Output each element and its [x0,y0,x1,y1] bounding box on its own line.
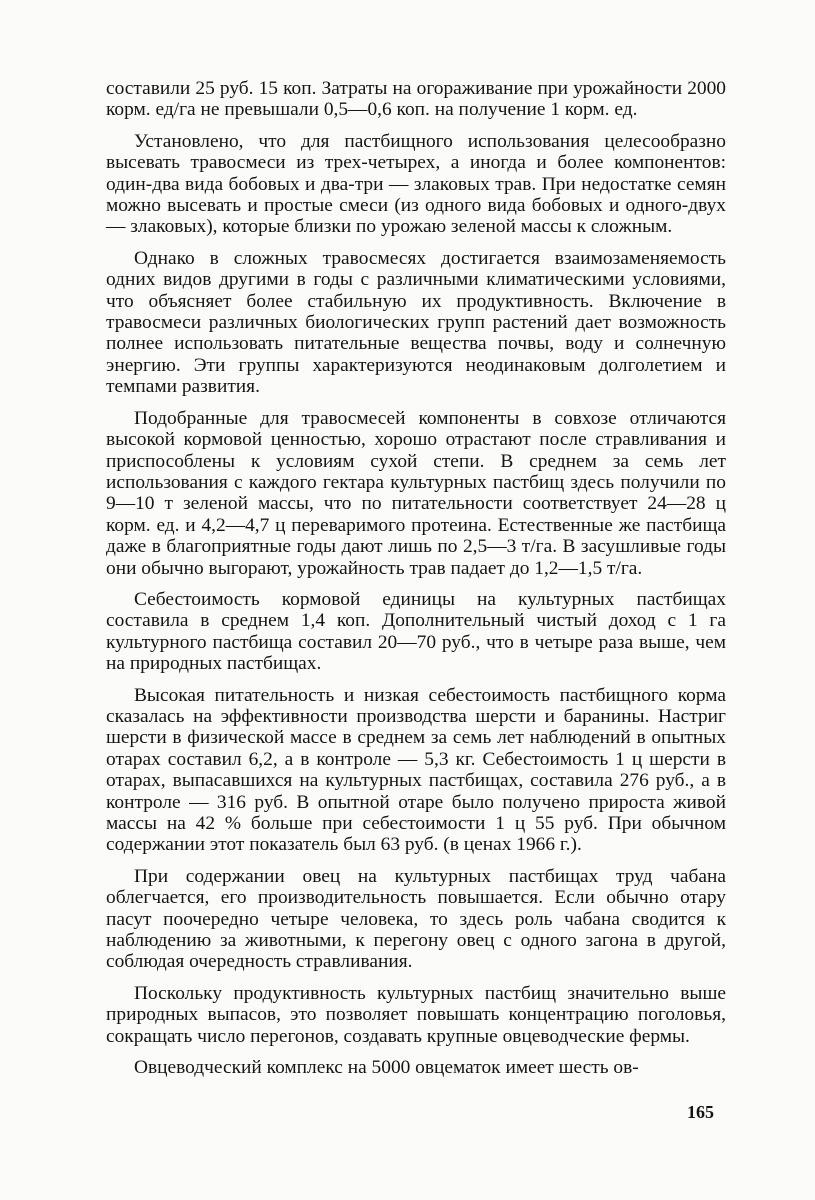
paragraph-2: Установлено, что для пастбищного использования целесообразно высевать травосмеси из трех-четырех, а иногда и более компонентов: один-два вида бобовых и два-три — злаковых трав. При недостатке семян можно высевать и простые смеси (из одного вида бобовых и одного-двух — злаковых), которые близки по урожаю зеленой массы к сложным. [106,130,726,238]
page-number: 165 [687,1102,714,1122]
paragraph-8: Поскольку продуктивность культурных пастбищ значительно выше природных выпасов, это позволяет повышать концентрацию поголовья, сокращать число перегонов, создавать крупные овцеводческие фермы. [106,982,726,1047]
paragraph-3: Однако в сложных травосмесях достигается взаимозаменяемость одних видов другими в годы с различными климатическими условиями, что объясняет более стабильную их продуктивность. Включение в травосмеси различных биологических групп растений дает возможность полнее использовать питательные вещества почвы, воду и солнечную энергию. Эти группы характеризуются неодинаковым долголетием и темпами развития. [106,247,726,398]
paragraph-1: составили 25 руб. 15 коп. Затраты на огораживание при урожайности 2000 корм. ед/га не превышали 0,5—0,6 коп. на получение 1 корм. ед. [106,78,726,121]
body-text [106,78,726,1088]
paragraph-4: Подобранные для травосмесей компоненты в совхозе отличаются высокой кормовой ценностью, хорошо отрастают после стравливания и приспособлены к условиям сухой степи. В среднем за семь лет использования с каждого гектара культурных пастбищ здесь получили по 9—10 т зеленой массы, что по питательности соответствует 24—28 ц корм. ед. и 4,2—4,7 ц переваримого протеина. Естественные же пастбища даже в благоприятные годы дают лишь по 2,5—3 т/га. В засушливые годы они обычно выгорают, урожайность трав падает до 1,2—1,5 т/га. [106,407,726,579]
paragraph-6: Высокая питательность и низкая себестоимость пастбищного корма сказалась на эффективности производства шерсти и баранины. Настриг шерсти в физической массе в среднем за семь лет наблюдений в опытных отарах составил 6,2, а в контроле — 5,3 кг. Себестоимость 1 ц шерсти в отарах, выпасавшихся на культурных пастбищах, составила 276 руб., а в контроле — 316 руб. В опытной отаре было получено прироста живой массы на 42 % больше при себестоимости 1 ц 55 руб. При обычном содержании этот показатель был 63 руб. (в ценах 1966 г.). [106,684,726,856]
paragraph-7: При содержании овец на культурных пастбищах труд чабана облегчается, его производительность повышается. Если обычно отару пасут поочередно четыре человека, то здесь роль чабана сводится к наблюдению за животными, к перегону овец с одного загона в другой, соблюдая очередность стравливания. [106,865,726,973]
paragraph-9: Овцеводческий комплекс на 5000 овцематок имеет шесть ов- [134,1057,639,1079]
paragraph-5: Себестоимость кормовой единицы на культурных пастбищах составила в среднем 1,4 коп. Дополнительный чистый доход с 1 га культурного пастбища составил 20—70 руб., что в четыре раза выше, чем на природных пастбищах. [106,588,726,675]
